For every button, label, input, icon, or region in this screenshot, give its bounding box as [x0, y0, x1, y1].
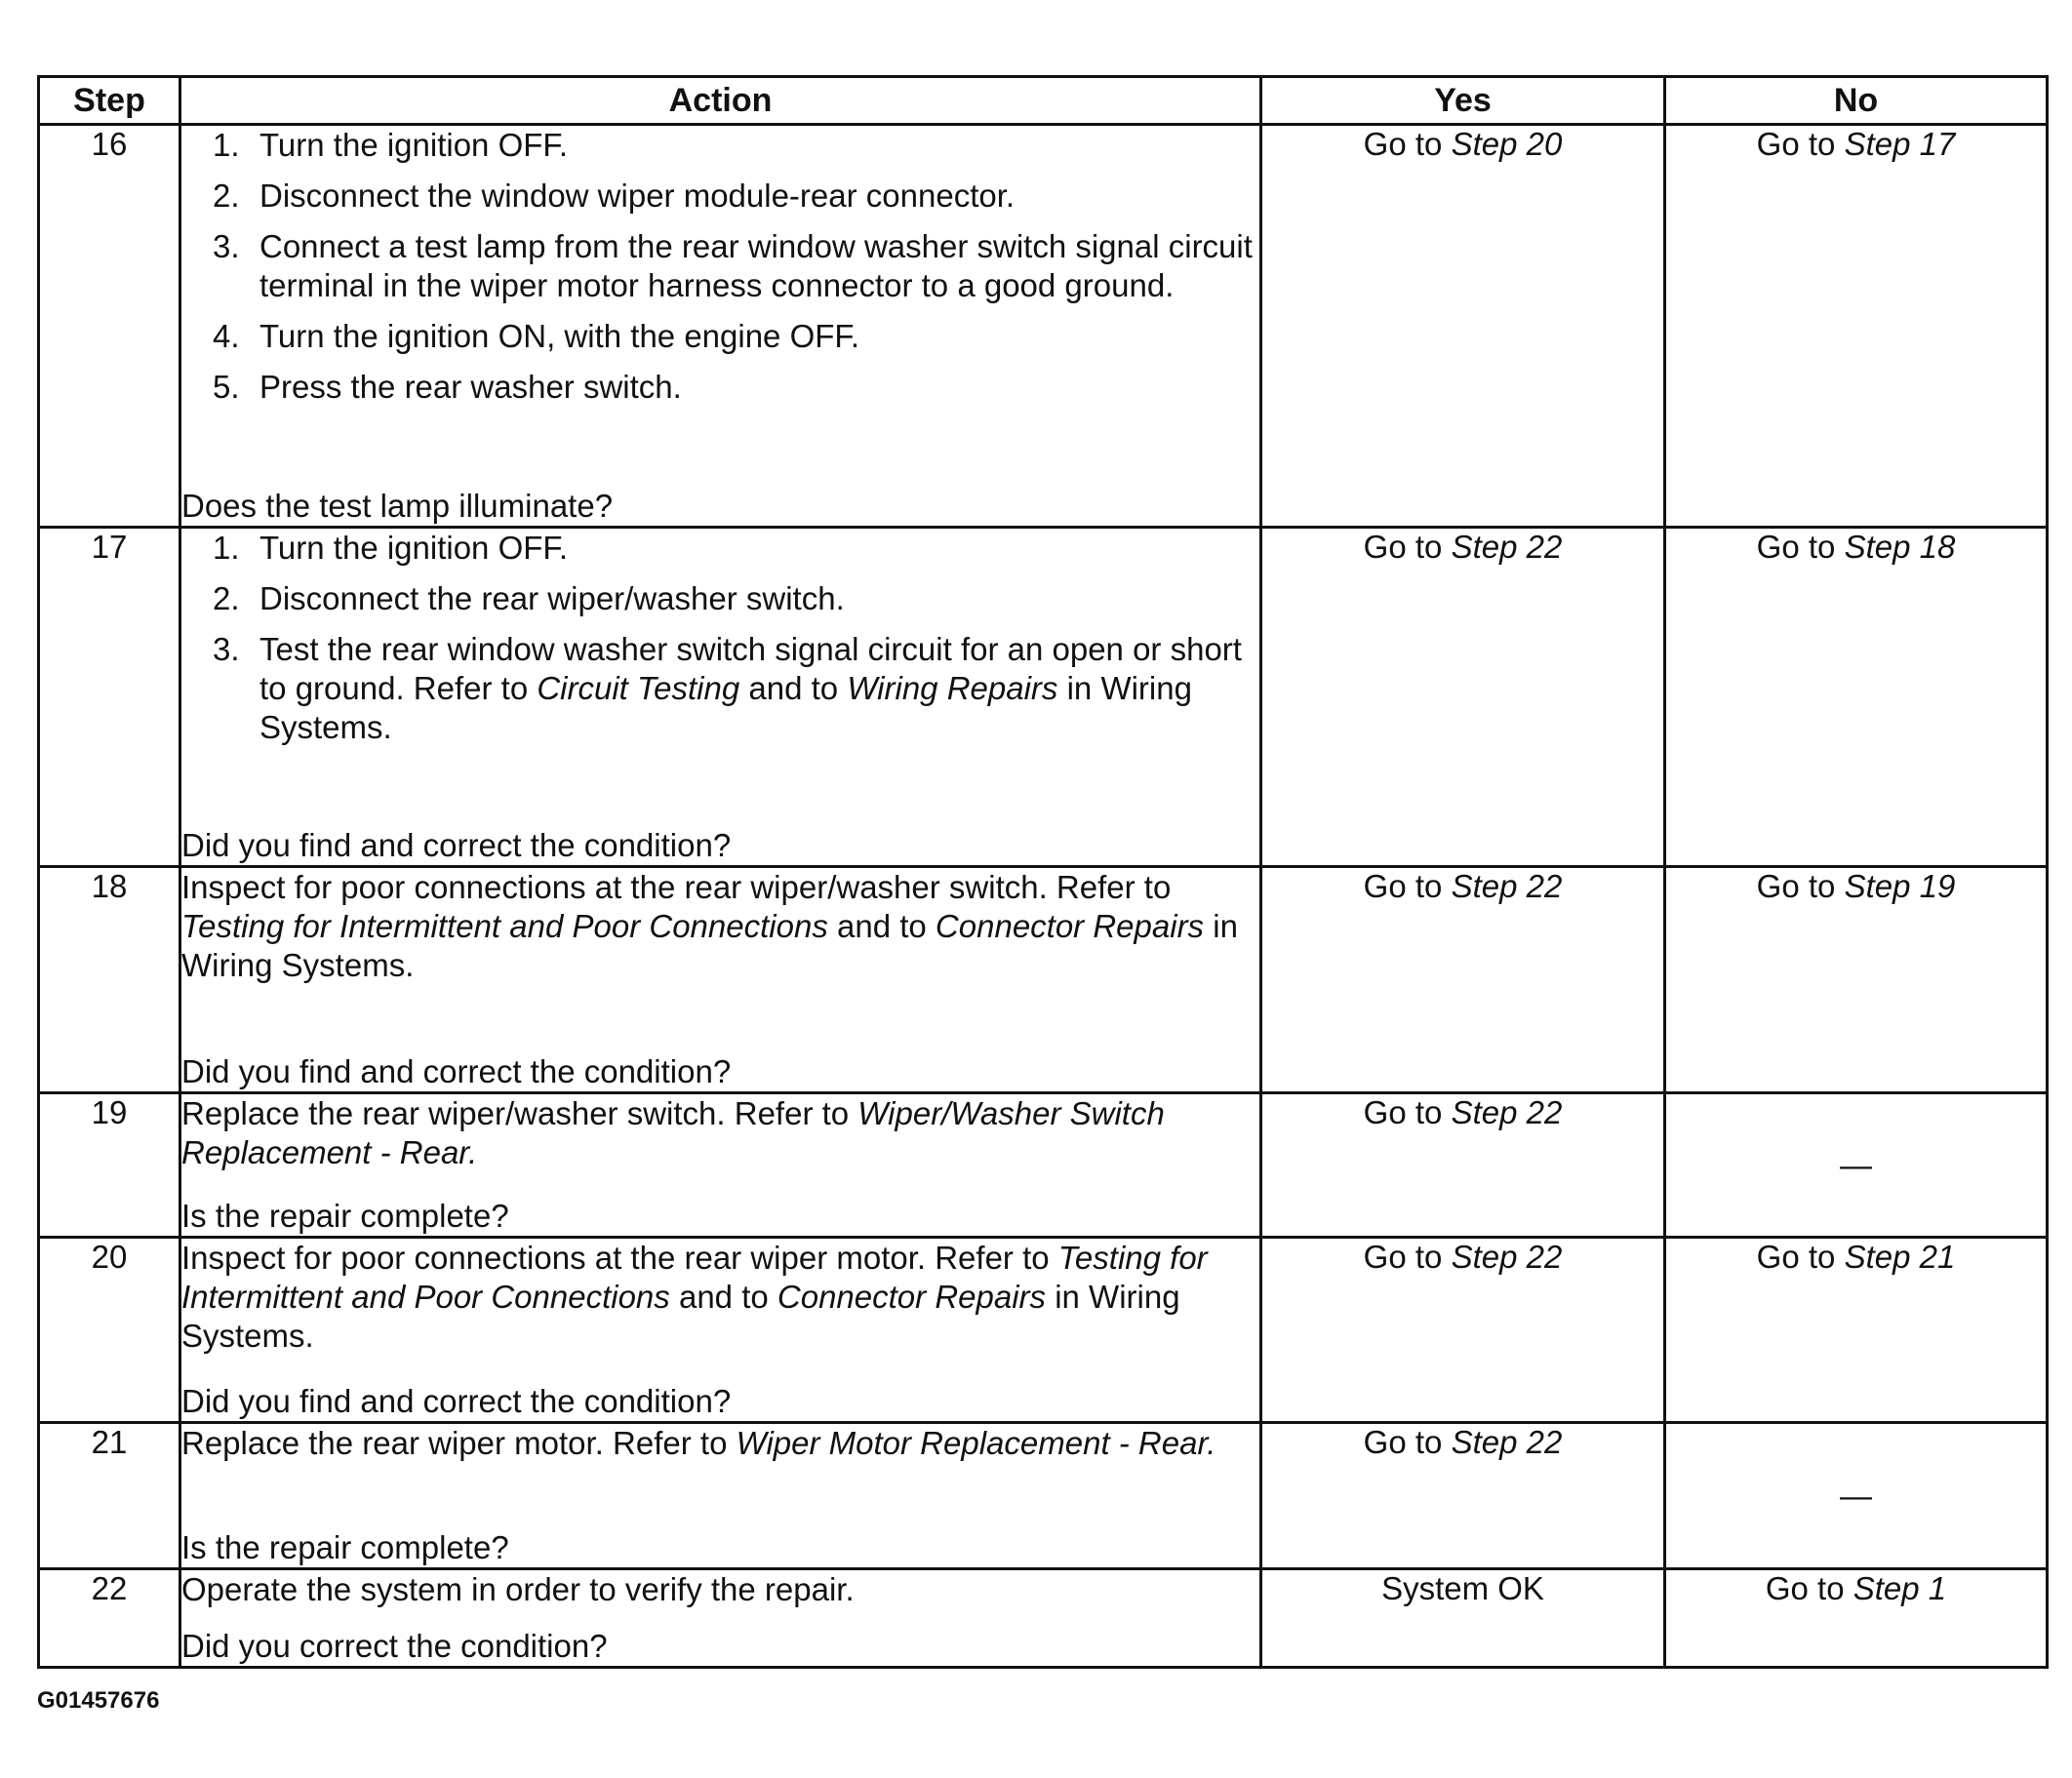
instruction-text: Disconnect the rear wiper/washer switch. — [259, 580, 845, 616]
step-reference: Step 1 — [1853, 1570, 1947, 1606]
action-cell — [180, 1569, 1261, 1668]
no-result — [1665, 1569, 2048, 1668]
figure-id: G01457676 — [37, 1687, 160, 1714]
action-question: Is the repair complete? — [181, 1529, 509, 1565]
step-reference: Step 21 — [1844, 1239, 1956, 1275]
action-question: Did you correct the condition? — [181, 1628, 608, 1664]
instruction-text: Turn the ignition OFF. — [259, 530, 569, 566]
goto-prefix: Go to — [1363, 529, 1452, 565]
action-paragraph — [181, 1239, 1259, 1356]
instruction-text: Turn the ignition OFF. — [259, 127, 569, 163]
header-action: Action — [180, 77, 1261, 125]
yes-result — [1261, 1093, 1665, 1238]
reference-text: Wiring Repairs — [847, 670, 1058, 706]
step-number: 17 — [39, 528, 180, 867]
table-row — [39, 1238, 2048, 1423]
instruction-text: Replace the rear wiper/washer switch. Refer to — [181, 1095, 858, 1131]
yes-result: System OK — [1261, 1569, 1665, 1668]
step-reference: Step 22 — [1451, 1094, 1563, 1130]
goto-prefix: Go to — [1765, 1570, 1853, 1606]
action-cell — [180, 125, 1261, 528]
goto-prefix: Go to — [1756, 868, 1845, 904]
action-step — [213, 579, 1259, 618]
action-step — [213, 317, 1259, 356]
action-step-text — [259, 579, 1259, 618]
action-steps-list — [181, 529, 1259, 747]
step-reference: Step 19 — [1844, 868, 1956, 904]
action-step-number: 5. — [213, 369, 240, 405]
step-reference: Step 20 — [1451, 126, 1563, 162]
action-step-number: 2. — [213, 178, 240, 214]
instruction-text: and to — [669, 1279, 777, 1315]
table-row — [39, 528, 2048, 867]
yes-result — [1261, 1423, 1665, 1569]
step-reference: Step 18 — [1844, 529, 1956, 565]
action-cell — [180, 867, 1261, 1093]
instruction-text: Test the rear window washer switch signal circuit for an open or short to ground. Refer to — [259, 631, 1242, 706]
reference-text: Wiper/Washer Switch Replacement - Rear. — [181, 1095, 1165, 1170]
diagnostic-table — [37, 75, 2049, 1669]
step-reference: Step 22 — [1451, 529, 1563, 565]
step-reference: Step 22 — [1451, 1424, 1563, 1460]
action-question: Does the test lamp illuminate? — [181, 488, 614, 524]
action-step-number: 4. — [213, 318, 240, 354]
action-step-text — [259, 529, 1259, 568]
instruction-text: Disconnect the window wiper module-rear connector. — [259, 178, 1016, 214]
action-paragraph — [181, 1570, 1259, 1609]
action-paragraph — [181, 1424, 1259, 1463]
goto-prefix: Go to — [1363, 126, 1452, 162]
goto-prefix: Go to — [1756, 126, 1845, 162]
instruction-text: and to — [739, 670, 848, 706]
action-step — [213, 227, 1259, 305]
goto-prefix: Go to — [1363, 868, 1452, 904]
yes-result — [1261, 867, 1665, 1093]
no-result — [1665, 1238, 2048, 1423]
action-steps-list — [181, 126, 1259, 407]
table-row — [39, 1423, 2048, 1569]
action-paragraph — [181, 1094, 1259, 1172]
no-result: — — [1665, 1423, 2048, 1569]
table-row — [39, 867, 2048, 1093]
reference-text: Circuit Testing — [537, 670, 740, 706]
header-step: Step — [39, 77, 180, 125]
yes-result — [1261, 125, 1665, 528]
step-number: 18 — [39, 867, 180, 1093]
action-paragraph — [181, 868, 1259, 985]
reference-text: Testing for Intermittent and Poor Connections — [181, 908, 828, 944]
action-step — [213, 126, 1259, 165]
step-number: 22 — [39, 1569, 180, 1668]
instruction-text: Turn the ignition ON, with the engine OFF. — [259, 318, 860, 354]
step-reference: Step 22 — [1451, 868, 1563, 904]
table-row — [39, 1569, 2048, 1668]
action-question: Did you find and correct the condition? — [181, 827, 732, 863]
reference-text: Wiper Motor Replacement - Rear. — [736, 1425, 1216, 1461]
step-number: 21 — [39, 1423, 180, 1569]
no-result — [1665, 125, 2048, 528]
instruction-text: in Wiring Systems. — [181, 908, 1238, 983]
step-number: 19 — [39, 1093, 180, 1238]
goto-prefix: Go to — [1756, 1239, 1845, 1275]
goto-prefix: Go to — [1363, 1094, 1452, 1130]
action-step-number: 1. — [213, 530, 240, 566]
action-step — [213, 529, 1259, 568]
goto-prefix: Go to — [1363, 1424, 1452, 1460]
action-step-text — [259, 227, 1259, 305]
instruction-text: in Wiring Systems. — [181, 1279, 1180, 1354]
yes-result — [1261, 1238, 1665, 1423]
action-cell — [180, 1423, 1261, 1569]
instruction-text: Replace the rear wiper motor. Refer to — [181, 1425, 737, 1461]
goto-prefix: Go to — [1756, 529, 1845, 565]
action-step-number: 3. — [213, 631, 240, 667]
action-step — [213, 630, 1259, 747]
step-reference: Step 17 — [1844, 126, 1956, 162]
table-row — [39, 125, 2048, 528]
action-step-number: 1. — [213, 127, 240, 163]
no-result — [1665, 867, 2048, 1093]
goto-prefix: Go to — [1363, 1239, 1452, 1275]
yes-result — [1261, 528, 1665, 867]
instruction-text: Inspect for poor connections at the rear wiper motor. Refer to — [181, 1240, 1058, 1276]
instruction-text: Connect a test lamp from the rear window washer switch signal circuit terminal in the wiper motor harness connector to a good ground. — [259, 228, 1253, 303]
reference-text: Connector Repairs — [777, 1279, 1047, 1315]
action-step-text — [259, 630, 1259, 747]
reference-text: Connector Repairs — [935, 908, 1205, 944]
header-yes: Yes — [1261, 77, 1665, 125]
table-row — [39, 1093, 2048, 1238]
instruction-text: Inspect for poor connections at the rear wiper/washer switch. Refer to — [181, 869, 1172, 905]
step-number: 16 — [39, 125, 180, 528]
action-question: Did you find and correct the condition? — [181, 1383, 732, 1419]
action-cell — [180, 1238, 1261, 1423]
action-step-number: 3. — [213, 228, 240, 264]
action-step — [213, 177, 1259, 216]
no-result — [1665, 528, 2048, 867]
no-result: — — [1665, 1093, 2048, 1238]
reference-text: Testing for Intermittent and Poor Connections — [181, 1240, 1208, 1315]
action-question: Did you find and correct the condition? — [181, 1053, 732, 1089]
instruction-text: Press the rear washer switch. — [259, 369, 682, 405]
action-cell — [180, 528, 1261, 867]
header-row — [39, 77, 2048, 125]
action-step-text — [259, 317, 1259, 356]
action-step-number: 2. — [213, 580, 240, 616]
action-cell — [180, 1093, 1261, 1238]
action-step-text — [259, 177, 1259, 216]
action-step — [213, 368, 1259, 407]
instruction-text: Operate the system in order to verify the repair. — [181, 1571, 855, 1607]
action-step-text — [259, 126, 1259, 165]
instruction-text: in Wiring Systems. — [259, 670, 1192, 745]
header-no: No — [1665, 77, 2048, 125]
action-step-text — [259, 368, 1259, 407]
step-reference: Step 22 — [1451, 1239, 1563, 1275]
step-number: 20 — [39, 1238, 180, 1423]
action-question: Is the repair complete? — [181, 1198, 509, 1234]
instruction-text: and to — [827, 908, 936, 944]
